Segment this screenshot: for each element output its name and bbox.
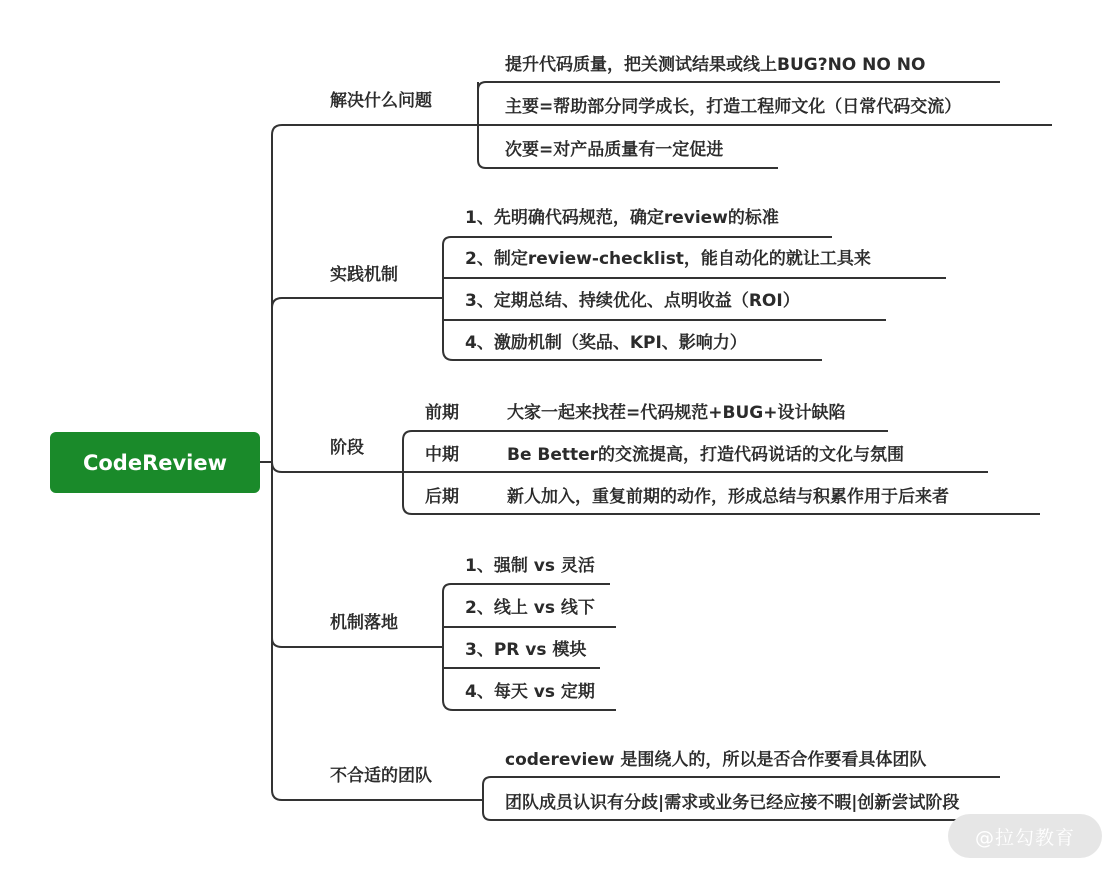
branch-3-line bbox=[272, 462, 403, 472]
stage-label[interactable]: 中期 bbox=[425, 445, 459, 465]
branch-1-line bbox=[272, 125, 478, 135]
leaf-node[interactable]: 3、PR vs 模块 bbox=[465, 640, 587, 660]
branch-5-line bbox=[272, 790, 483, 800]
leaf-node[interactable]: 1、先明确代码规范，确定review的标准 bbox=[465, 208, 779, 228]
branch-4-line bbox=[272, 638, 443, 647]
stage-label[interactable]: 前期 bbox=[425, 403, 459, 423]
leaf-node[interactable]: codereview 是围绕人的，所以是否合作要看具体团队 bbox=[505, 750, 927, 770]
branch-node-practice[interactable]: 实践机制 bbox=[330, 265, 398, 285]
root-node[interactable]: CodeReview bbox=[50, 432, 260, 493]
leaf-node[interactable]: 2、制定review-checklist，能自动化的就让工具来 bbox=[465, 249, 871, 269]
stage-desc[interactable]: 大家一起来找茬=代码规范+BUG+设计缺陷 bbox=[507, 403, 846, 423]
branch-2-line bbox=[272, 298, 443, 308]
watermark: @拉勾教育 bbox=[948, 814, 1102, 858]
branch-node-problem[interactable]: 解决什么问题 bbox=[330, 91, 432, 111]
leaf-node[interactable]: 2、线上 vs 线下 bbox=[465, 598, 595, 618]
branch-node-unsuitable-team[interactable]: 不合适的团队 bbox=[330, 766, 432, 786]
stage-desc[interactable]: Be Better的交流提高，打造代码说话的文化与氛围 bbox=[507, 445, 905, 465]
leaf-node[interactable]: 提升代码质量，把关测试结果或线上BUG?NO NO NO bbox=[505, 55, 926, 75]
leaf-node[interactable]: 4、每天 vs 定期 bbox=[465, 682, 595, 702]
stage-desc[interactable]: 新人加入，重复前期的动作，形成总结与积累作用于后来者 bbox=[507, 487, 949, 507]
leaf-node[interactable]: 3、定期总结、持续优化、点明收益（ROI） bbox=[465, 291, 800, 311]
leaf-node[interactable]: 团队成员认识有分歧|需求或业务已经应接不暇|创新尝试阶段 bbox=[505, 793, 960, 813]
leaf-node[interactable]: 次要=对产品质量有一定促进 bbox=[505, 140, 724, 160]
leaf-node[interactable]: 4、激励机制（奖品、KPI、影响力） bbox=[465, 333, 747, 353]
stage-label[interactable]: 后期 bbox=[425, 487, 459, 507]
leaf-node[interactable]: 1、强制 vs 灵活 bbox=[465, 556, 595, 576]
branch-node-landing[interactable]: 机制落地 bbox=[330, 613, 398, 633]
branch-node-stage[interactable]: 阶段 bbox=[330, 438, 364, 458]
leaf-node[interactable]: 主要=帮助部分同学成长，打造工程师文化（日常代码交流） bbox=[505, 97, 962, 117]
